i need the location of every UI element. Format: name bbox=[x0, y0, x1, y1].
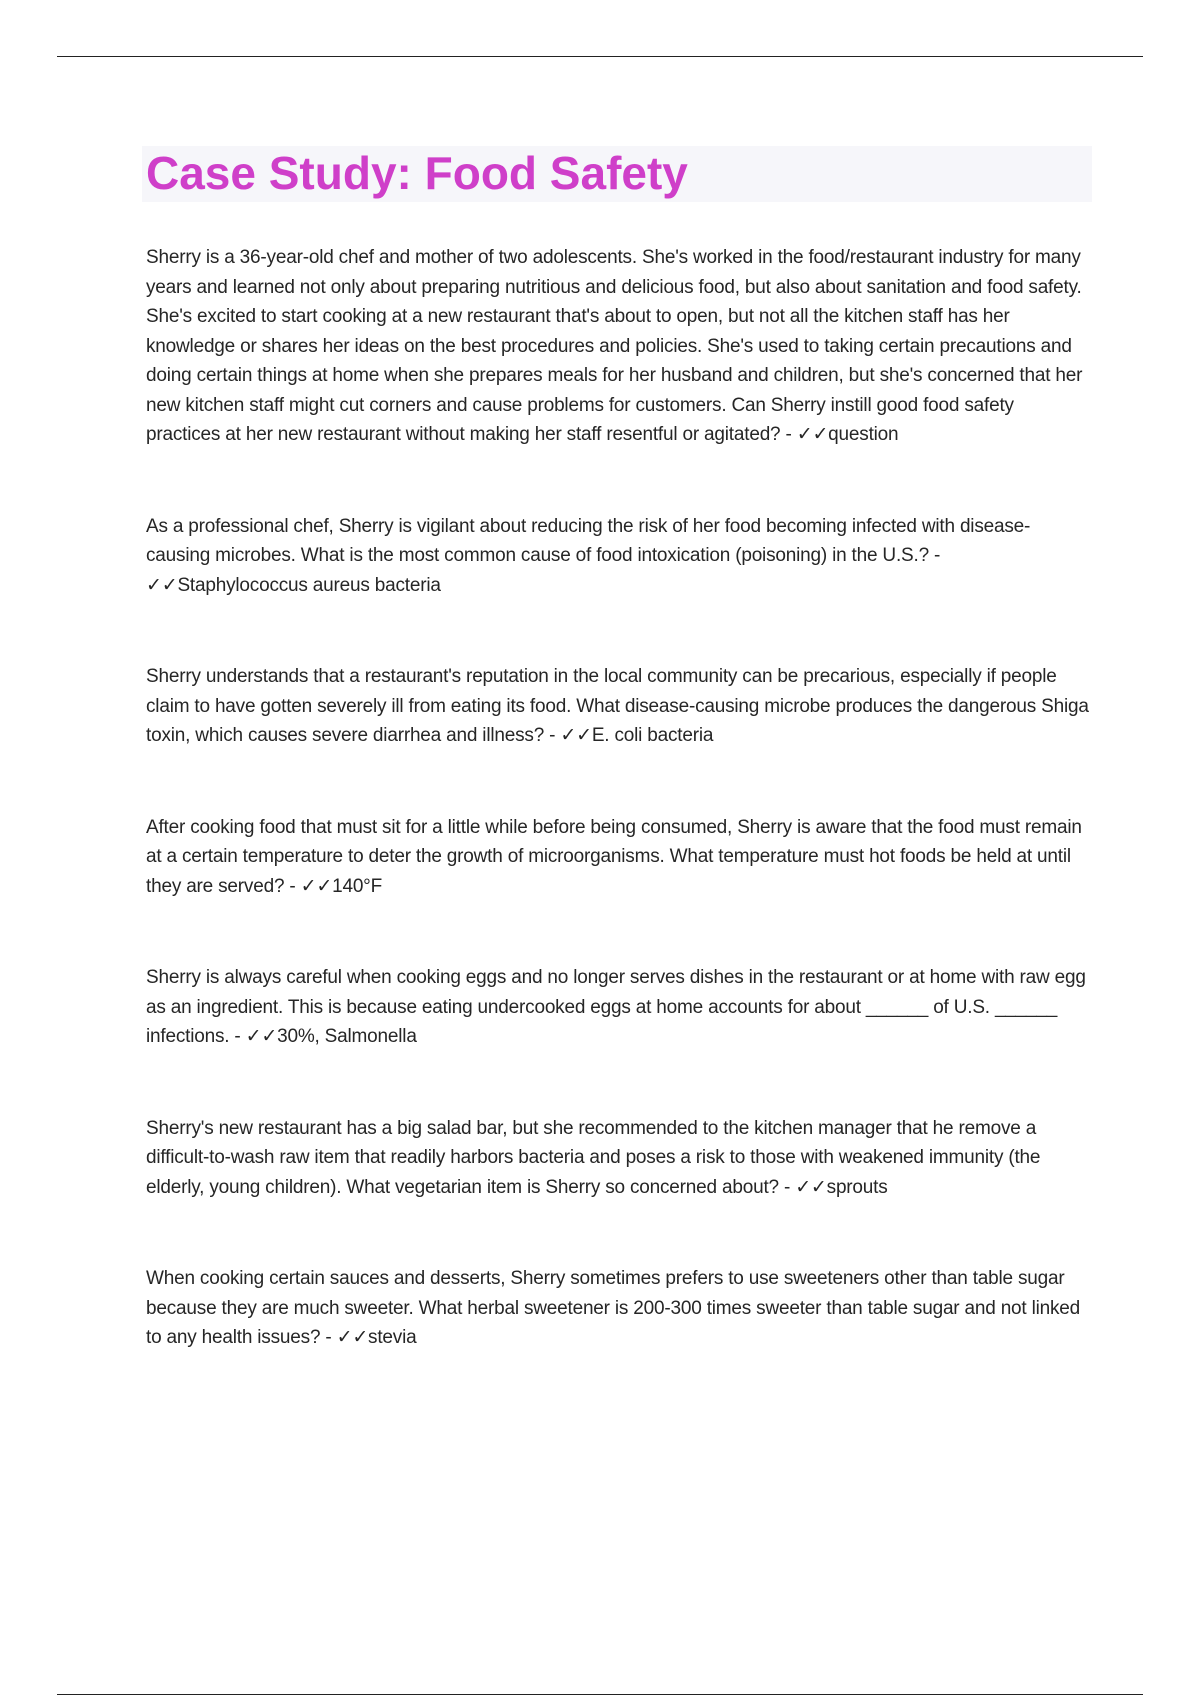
question-text: As a professional chef, Sherry is vigilant about reducing the risk of her food becoming infected with disease-causing microbes. What is the most common cause of food intoxication (poisoning) in the U.S.? - bbox=[146, 515, 1031, 566]
qa-item-4 bbox=[146, 813, 1091, 902]
question-text: When cooking certain sauces and desserts, Sherry sometimes prefers to use sweeteners other than table sugar because they are much sweeter. What herbal sweetener is 200-300 times sweeter than table sugar and not linked to any health issues? - bbox=[146, 1268, 1081, 1348]
answer-text: ✓✓Staphylococcus aureus bacteria bbox=[146, 574, 441, 596]
answer-text: ✓✓sprouts bbox=[795, 1176, 888, 1198]
page-title: Case Study: Food Safety bbox=[146, 147, 688, 199]
qa-item-5 bbox=[146, 963, 1091, 1052]
answer-text: ✓✓140°F bbox=[300, 875, 382, 897]
question-text: Sherry is always careful when cooking eggs and no longer serves dishes in the restaurant or at home with raw egg as an ingredient. This is because eating undercooked eggs at home accounts for about ______ of U.S. ______ infections. - bbox=[146, 967, 1086, 1047]
qa-item-6 bbox=[146, 1114, 1091, 1203]
answer-text: ✓✓question bbox=[796, 424, 899, 445]
question-text: Sherry's new restaurant has a big salad bar, but she recommended to the kitchen manager that he remove a difficult-to-wash raw item that readily harbors bacteria and poses a risk to those with weakened immunity (the elderly, young children). What vegetarian item is Sherry so concerned about? - bbox=[146, 1117, 1041, 1198]
qa-item-1 bbox=[146, 243, 1091, 450]
answer-text: ✓✓stevia bbox=[336, 1327, 417, 1348]
question-text: After cooking food that must sit for a little while before being consumed, Sherry is aware that the food must remain at a certain temperature to deter the growth of microorganisms. What temperature must hot foods be held at until they are served? - bbox=[146, 816, 1082, 897]
qa-list bbox=[146, 243, 1091, 1415]
answer-text: ✓✓30%, Salmonella bbox=[245, 1026, 417, 1047]
qa-item-7 bbox=[146, 1264, 1091, 1353]
question-text: Sherry is a 36-year-old chef and mother of two adolescents. She's worked in the food/restaurant industry for many years and learned not only about preparing nutritious and delicious food, but also about sanitation and food safety. She's excited to start cooking at a new restaurant that's about to open, but not all the kitchen staff has her knowledge or shares her ideas on the best procedures and policies. She's used to taking certain precautions and doing certain things at home when she prepares meals for her husband and children, but she's concerned that her new kitchen staff might cut corners and cause problems for customers. Can Sherry instill good food safety practices at her new restaurant without making her staff resentful or agitated? - bbox=[146, 247, 1083, 445]
question-text: Sherry understands that a restaurant's reputation in the local community can be precarious, especially if people claim to have gotten severely ill from eating its food. What disease-causing microbe produces the dangerous Shiga toxin, which causes severe diarrhea and illness? - bbox=[146, 666, 1089, 746]
bottom-rule bbox=[57, 1694, 1143, 1695]
answer-text: ✓✓E. coli bacteria bbox=[560, 725, 714, 746]
top-rule bbox=[57, 56, 1143, 57]
qa-item-2 bbox=[146, 512, 1091, 601]
qa-item-3 bbox=[146, 662, 1091, 751]
